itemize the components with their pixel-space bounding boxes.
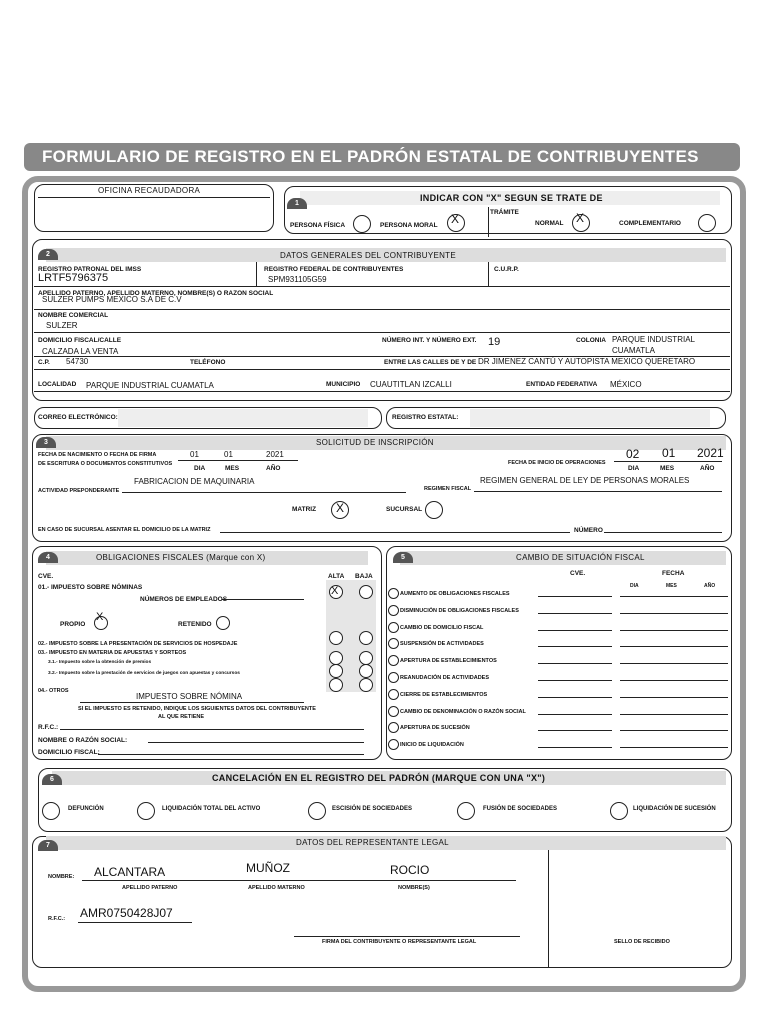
tramite-normal-mark: X: [576, 211, 585, 225]
cambio-situacion-radio[interactable]: [388, 672, 399, 683]
section-2-title: DATOS GENERALES DEL CONTRIBUYENTE: [280, 251, 457, 260]
colonia-value-1: PARQUE INDUSTRIAL: [612, 335, 695, 344]
alta-03-checkbox[interactable]: [329, 651, 343, 665]
cambio-situacion-label: REANUDACIÓN DE ACTIVIDADES: [400, 675, 490, 681]
cambio-situacion-label: SUSPENSIÓN DE ACTIVIDADES: [400, 641, 484, 648]
cambio-situacion-radio[interactable]: [388, 689, 399, 700]
nombre-comercial-value: SULZER: [46, 321, 78, 330]
alta-32-checkbox[interactable]: [329, 678, 343, 692]
rfc-value: SPM931105G59: [268, 275, 327, 284]
actividad-value: FABRICACION DE MAQUINARIA: [134, 477, 255, 486]
baja-32-checkbox[interactable]: [359, 678, 373, 692]
cambio-situacion-label: AUMENTO DE OBLIGACIONES FISCALES: [400, 591, 510, 597]
alta-02-checkbox[interactable]: [329, 631, 343, 645]
baja-03-checkbox[interactable]: [359, 651, 373, 665]
baja-02-checkbox[interactable]: [359, 631, 373, 645]
section-6-title: CANCELACIÓN EN EL REGISTRO DEL PADRÓN (MARQUE CON UNA "X"): [212, 773, 546, 783]
regimen-value: REGIMEN GENERAL DE LEY DE PERSONAS MORALES: [480, 476, 690, 485]
cambio-situacion-label: APERTURA DE SUCESIÓN: [400, 725, 470, 732]
colonia-value-2: CUAMATLA: [612, 346, 655, 355]
cambio-situacion-label: CAMBIO DE DENOMINACIÓN O RAZÓN SOCIAL: [400, 708, 526, 715]
municipio-value: CUAUTITLAN IZCALLI: [370, 380, 452, 389]
cancelacion-radio[interactable]: [610, 802, 628, 820]
baja-31-checkbox[interactable]: [359, 664, 373, 678]
section-3-title: SOLICITUD DE INSCRIPCIÓN: [316, 438, 434, 447]
tramite-complementario-radio[interactable]: [698, 214, 716, 232]
section-2-number: 2: [38, 249, 58, 260]
razon-social-value: SULZER PUMPS MEXICO S.A DE C.V: [42, 295, 182, 304]
entre-calles-value: DR JIMENEZ CANTÚ Y AUTOPISTA MEXICO QUERETARO: [478, 357, 696, 366]
form-title: FORMULARIO DE REGISTRO EN EL PADRÓN ESTATAL DE CONTRIBUYENTES: [42, 147, 699, 166]
cancelacion-label: FUSIÓN DE SOCIEDADES: [483, 806, 558, 812]
entidad-value: MÉXICO: [610, 380, 642, 389]
persona-fisica-radio[interactable]: [353, 215, 371, 233]
rep-rfc-value: AMR0750428J07: [80, 906, 173, 920]
otros-value: IMPUESTO SOBRE NÓMINA: [136, 692, 243, 701]
cambio-situacion-label: DISMINUCIÓN DE OBLIGACIONES FISCALES: [400, 607, 519, 614]
cambio-situacion-radio[interactable]: [388, 588, 399, 599]
cancelacion-label: DEFUNCIÓN: [68, 806, 104, 812]
section-1-number: 1: [287, 198, 307, 209]
localidad-value: PARQUE INDUSTRIAL CUAMATLA: [86, 381, 214, 390]
rep-materno-value: MUÑOZ: [246, 861, 290, 875]
sucursal-radio[interactable]: [425, 501, 443, 519]
cambio-situacion-radio[interactable]: [388, 622, 399, 633]
cp-value: 54730: [66, 357, 89, 366]
section-2-box: [32, 239, 732, 401]
cambio-situacion-label: APERTURA DE ESTABLECIMIENTOS: [400, 658, 497, 665]
cambio-situacion-label: CAMBIO DE DOMICILIO FISCAL: [400, 624, 484, 631]
section-1-title: INDICAR CON "X" SEGUN SE TRATE DE: [420, 193, 603, 203]
cambio-situacion-radio[interactable]: [388, 706, 399, 717]
rep-paterno-value: ALCANTARA: [94, 865, 166, 879]
domicilio-value: CALZADA LA VENTA: [42, 347, 119, 356]
numero-value: 19: [488, 336, 501, 348]
rep-nombres-value: ROCIO: [390, 863, 430, 877]
persona-moral-mark: X: [451, 212, 460, 226]
alta-31-checkbox[interactable]: [329, 664, 343, 678]
correo-input[interactable]: [118, 409, 368, 427]
section-5-number: 5: [393, 552, 413, 563]
cancelacion-label: LIQUIDACIÓN TOTAL DEL ACTIVO: [162, 806, 261, 812]
oficina-label: OFICINA RECAUDADORA: [98, 186, 201, 195]
section-3-number: 3: [36, 437, 56, 448]
section-7-title: DATOS DEL REPRESENTANTE LEGAL: [296, 838, 449, 847]
section-4-title: OBLIGACIONES FISCALES (Marque con X): [96, 553, 266, 562]
section-6-number: 6: [42, 774, 62, 785]
registro-estatal-input[interactable]: [470, 409, 710, 427]
cancelacion-radio[interactable]: [308, 802, 326, 820]
section-4-number: 4: [38, 552, 58, 563]
cancelacion-radio[interactable]: [42, 802, 60, 820]
matriz-mark: X: [336, 501, 345, 515]
cancelacion-label: ESCISIÓN DE SOCIEDADES: [332, 806, 413, 812]
imss-value: LRTF5796375: [38, 272, 109, 284]
cancelacion-label: LIQUIDACIÓN DE SUCESIÓN: [633, 806, 716, 812]
form-title-bar: [24, 143, 740, 171]
section-7-box: [32, 836, 732, 968]
cambio-situacion-label: CIERRE DE ESTABLECIMIENTOS: [400, 691, 488, 698]
retenido-radio[interactable]: [216, 616, 230, 630]
section-7-number: 7: [38, 840, 58, 851]
cancelacion-radio[interactable]: [137, 802, 155, 820]
baja-01-checkbox[interactable]: [359, 585, 373, 599]
cambio-situacion-radio[interactable]: [388, 605, 399, 616]
section-5-title: CAMBIO DE SITUACIÓN FISCAL: [516, 553, 645, 562]
cancelacion-radio[interactable]: [457, 802, 475, 820]
cambio-situacion-label: INICIO DE LIQUIDACIÓN: [400, 742, 464, 749]
